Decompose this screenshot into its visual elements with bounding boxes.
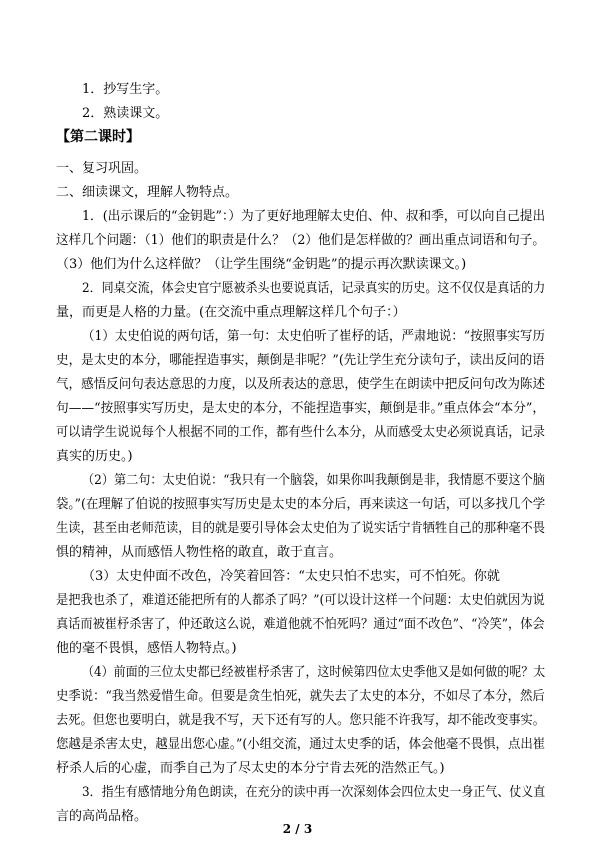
outline-item: 一、复习巩固。 [56, 161, 148, 176]
body-line: 您越是杀害太史，越显出您心虚。”(小组交流，通过太史季的话，体会他毫不畏惧，点出崔 [56, 737, 546, 752]
body-line: 生读，甚至由老师范读，目的就是要引导体会太史伯为了说实话宁肯牺牲自己的那种毫不畏 [56, 521, 546, 536]
body-line: （2）第二句：太史伯说：“我只有一个脑袋，如果你叫我颠倒是非，我情愿不要这个脑 [82, 473, 545, 488]
outline-item: 二、细读课文，理解人物特点。 [56, 185, 239, 200]
body-line: （4）前面的三位太史都已经被崔杼杀害了，这时候第四位太史季他又是如何做的呢？太 [82, 665, 546, 680]
body-line: （3）他们为什么这样做？（让学生围绕“金钥匙”的提示再次默读课文。) [56, 257, 467, 272]
body-line: 可以请学生说说每个人根据不同的工作，都有些什么本分，从而感受太史必须说真话，记录 [56, 425, 546, 440]
body-line: （3）太史仲面不改色，冷笑着回答：“太史只怕不忠实，可不怕死。你就 [82, 569, 500, 584]
body-line: 惧的精神，从而感悟人物性格的敢直，敢于直言。 [56, 545, 343, 560]
body-line: 史季说：“我当然爱惜生命。但要是贪生怕死，就失去了太史的本分，不如尽了本分，然后 [56, 689, 545, 704]
section-heading: 【第二课时】 [56, 129, 140, 145]
body-line: 是把我也杀了，难道还能把所有的人都杀了吗？”(可以设计这样一个问题：太史伯就因为说 [56, 593, 545, 608]
body-line: 1．(出示课后的“金钥匙”：）为了更好地理解太史伯、仲、叔和季，可以向自己提出 [82, 209, 546, 224]
body-line: 量，而更是人格的力量。(在交流中重点理解这样几个句子：） [56, 305, 406, 320]
body-line: 2．同桌交流，体会史官宁愿被杀头也要说真话，记录真实的历史。这不仅仅是真话的力 [82, 281, 546, 296]
body-line: 真话而被崔杼杀害了，仲还敢这么说，难道他就不怕死吗？通过“面不改色”、“冷笑”，体会 [56, 617, 545, 632]
body-line: （1）太史伯说的两句话，第一句：太史伯听了崔杼的话，严肃地说：“按照事实写历 [82, 329, 545, 344]
page-number: 2 / 3 [282, 822, 313, 836]
body-line: 杼杀人后的心虚，而季自己为了尽太史的本分宁肯去死的浩然正气。) [56, 761, 445, 776]
homework-item: 1．抄写生字。 [82, 82, 169, 97]
body-line: 去死。但您也要明白，就是我不写，天下还有写的人。您只能不许我写，却不能改变事实。 [56, 713, 546, 728]
homework-item: 2．熟读课文。 [82, 106, 169, 121]
body-line: 3．指生有感情地分角色朗读，在充分的读中再一次深刻体会四位太史一身正气、仗义直 [82, 785, 546, 800]
body-line: 这样几个问题：（1）他们的职责是什么？（2）他们是怎样做的？画出重点词语和句子。 [56, 233, 546, 248]
body-line: 气，感悟反问句表达意思的力度，以及所表达的意思，使学生在朗读中把反问句改为陈述 [56, 377, 546, 392]
body-line: 袋。”(在理解了伯说的按照事实写历史是太史的本分后，再来读这一句话，可以多找几个学 [56, 497, 546, 512]
body-line: 史，是太史的本分，哪能捏造事实，颠倒是非呢？”(先让学生充分读句子，读出反问的语 [56, 353, 545, 368]
body-line: 句——“按照事实写历史，是太史的本分，不能捏造事实，颠倒是非。”重点体会“本分”， [56, 401, 546, 416]
body-line: 真实的历史。) [56, 449, 133, 464]
body-line: 他的毫不畏惧，感悟人物特点。) [56, 641, 237, 656]
body-line: 言的高尚品格。 [56, 809, 148, 824]
